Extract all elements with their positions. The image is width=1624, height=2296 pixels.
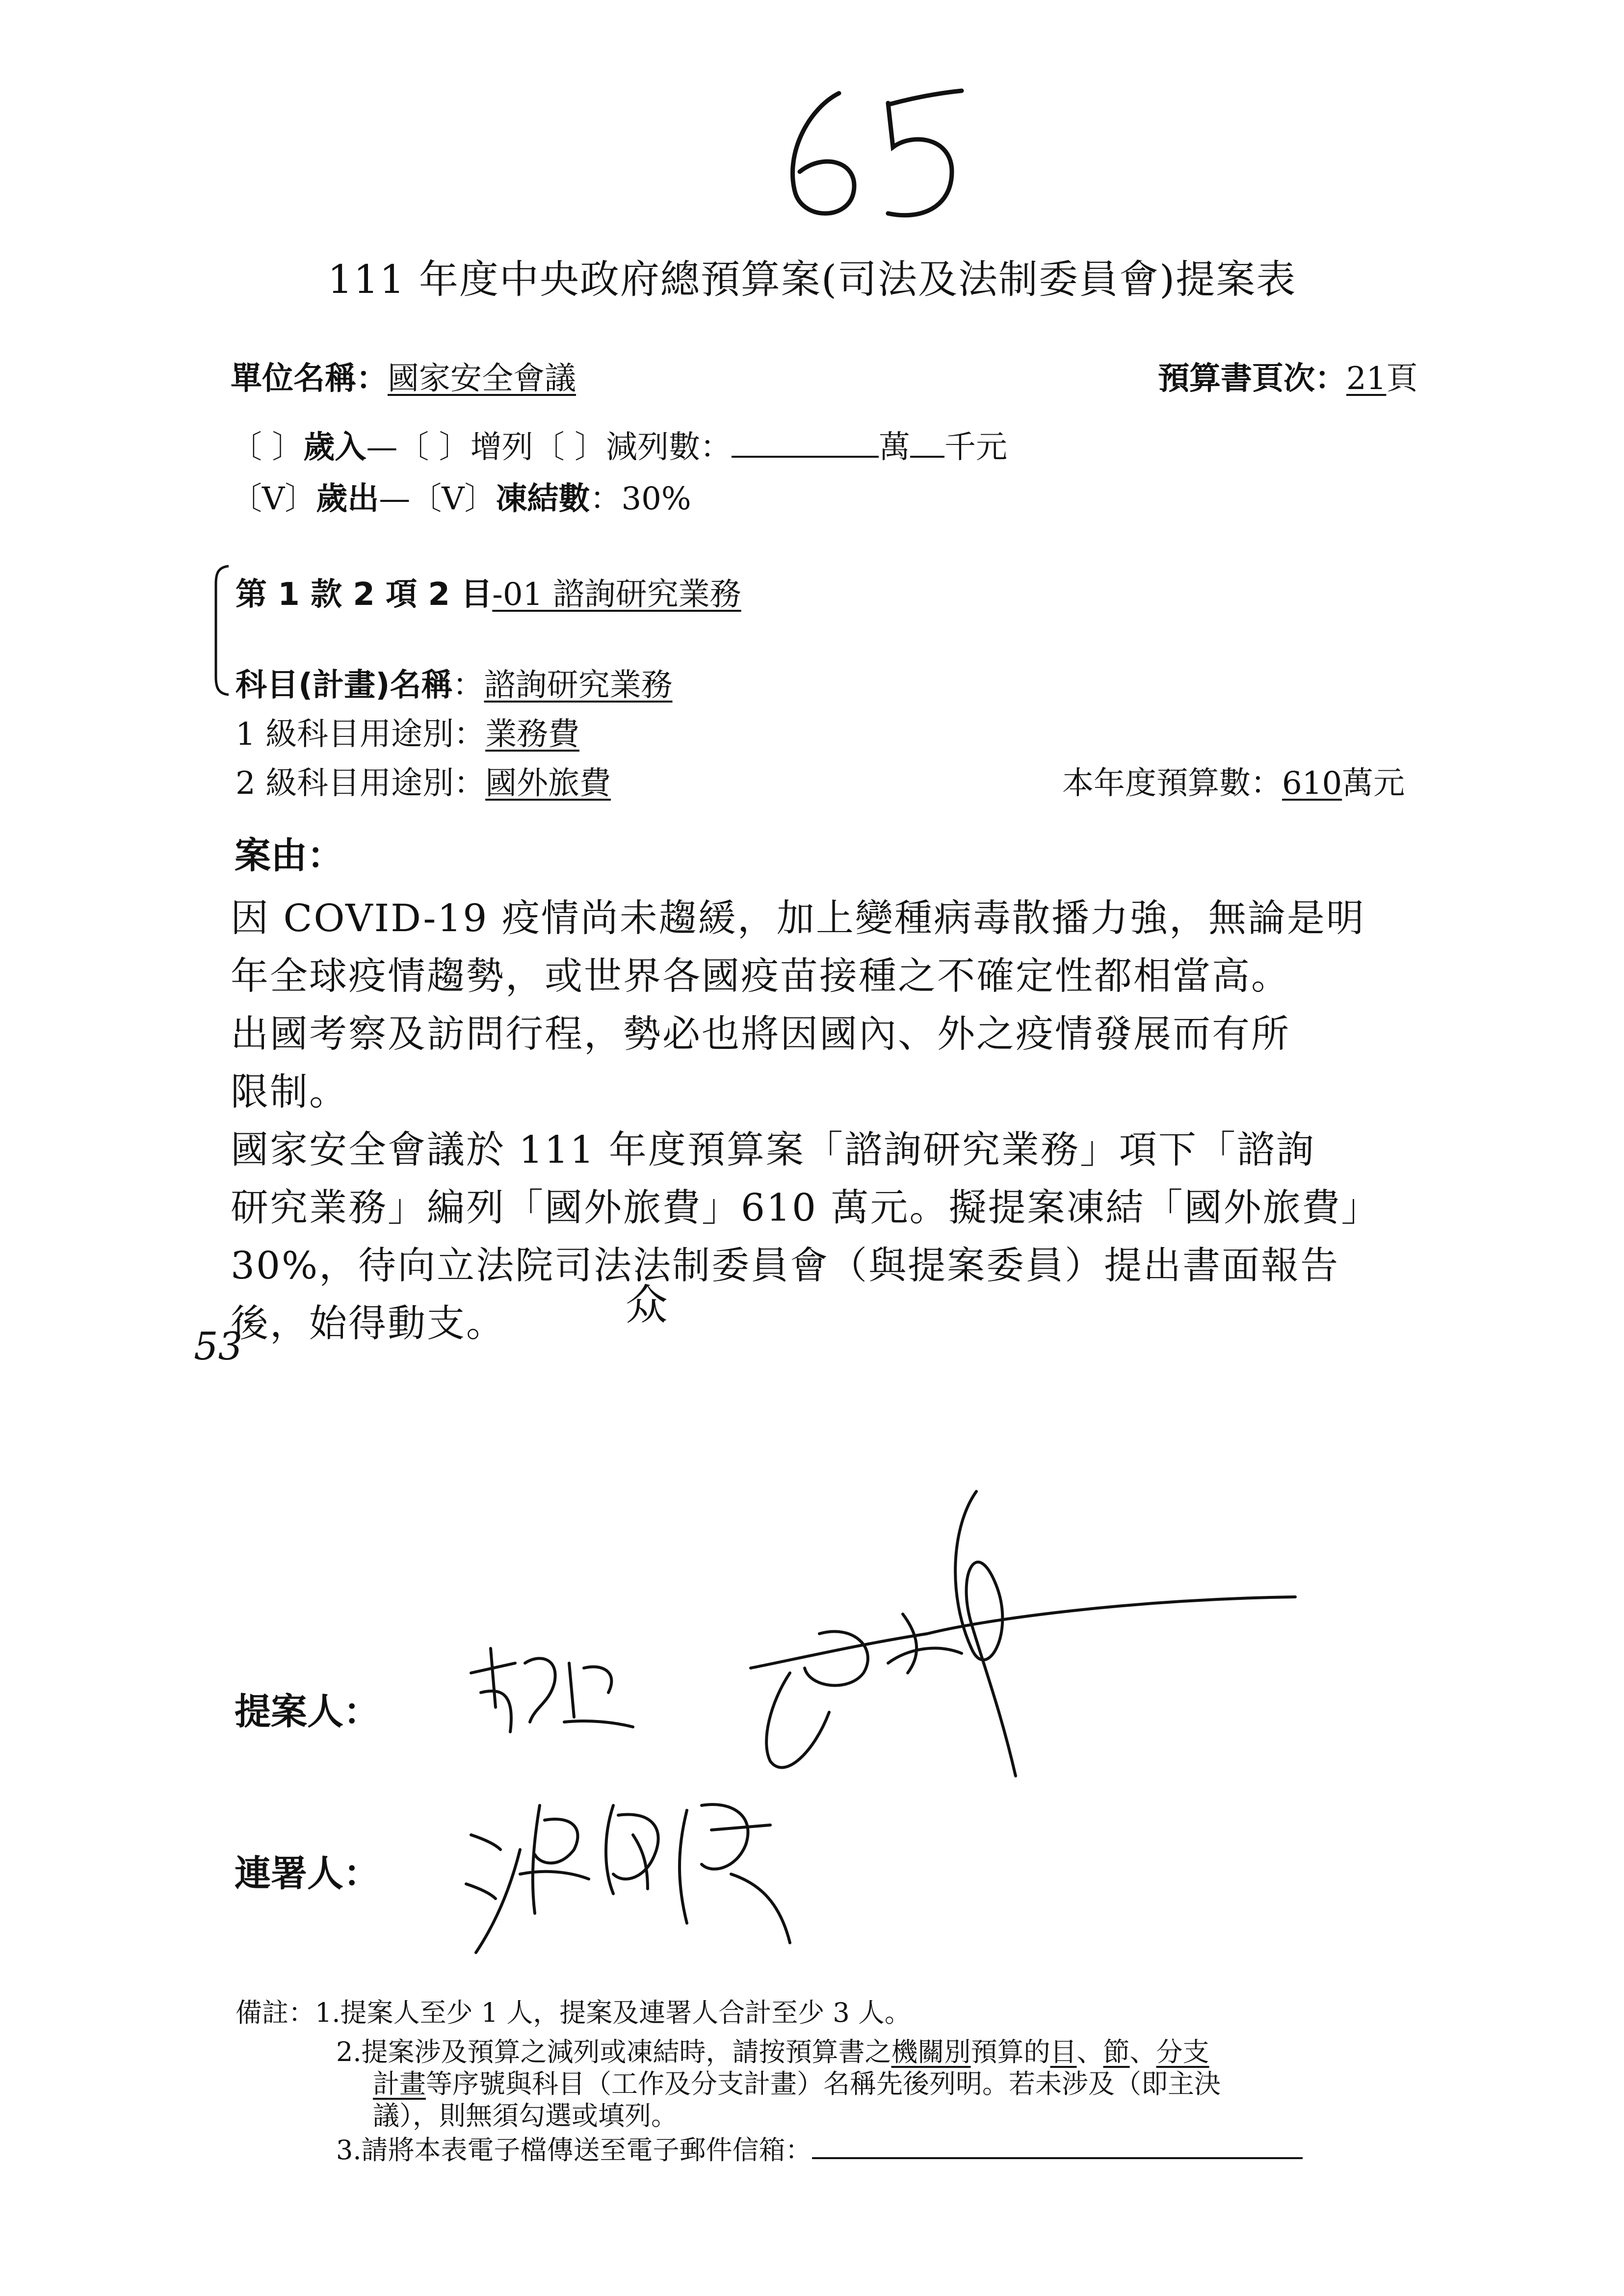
item-code-row (236, 569, 741, 614)
qian-label: 千元 (944, 429, 1008, 466)
note-3: 3.請將本表電子檔傳送至電子郵件信箱： (336, 2135, 812, 2166)
note-2-text-b: 預算的 (970, 2036, 1050, 2067)
freeze-checkbox: 〔V〕 (410, 481, 496, 517)
expense-label: 歲出 (316, 481, 379, 517)
item-code-prefix: 第 1 款 2 項 2 目 (236, 576, 493, 613)
notes-prefix: 備註： (236, 1997, 315, 2028)
note-3-row (336, 2129, 1303, 2167)
program-colon: ： (452, 667, 484, 704)
note-2-mu: 目 (1050, 2036, 1077, 2067)
page-title: 111 年度中央政府總預算案(司法及法制委員會)提案表 (327, 257, 1297, 302)
item-code-suffix: -01 諮詢研究業務 (492, 576, 741, 613)
unit-name-value: 國家安全會議 (388, 361, 576, 397)
note-1: 1.提案人至少 1 人，提案及連署人合計至少 3 人。 (315, 1997, 911, 2028)
level2-label: 2 級科目用途別： (236, 765, 486, 802)
decrease-checkbox: 〔 〕 (533, 429, 606, 466)
note-2-text-c: 等序號與科目（工作及分支計畫）名稱先後列明。若未涉及（即主決 (426, 2068, 1221, 2099)
note-2-text-a: 2.提案涉及預算之減列或凍結時，請按預算書之 (336, 2036, 891, 2067)
expense-checkbox: 〔V〕 (231, 481, 316, 517)
budget-amount-label: 本年度預算數： (1062, 765, 1282, 802)
wan-label: 萬 (879, 429, 911, 466)
freeze-colon: ： (590, 481, 622, 517)
level1-value: 業務費 (485, 716, 580, 753)
handwritten-margin-number: 53 (194, 1325, 243, 1369)
revenue-dash: — (366, 429, 398, 466)
revenue-row (231, 422, 1007, 467)
expense-dash: — (379, 481, 411, 517)
freeze-label: 凍結數 (496, 481, 590, 517)
note-2-sep-2: 、 (1129, 2036, 1156, 2067)
reason-line: 因 COVID-19 疫情尚未趨緩，加上變種病毒散播力強，無論是明 (231, 897, 1365, 940)
cosigner-signature (456, 1776, 829, 1962)
level2-value: 國外旅費 (485, 765, 611, 802)
decrease-label: 減列數： (606, 429, 732, 466)
note-2-agency: 機關別 (891, 2036, 971, 2067)
budget-amount-row (1062, 758, 1405, 803)
qian-blank (910, 430, 944, 458)
level1-label: 1 級科目用途別： (236, 716, 486, 753)
level1-row (236, 709, 579, 754)
reason-line: 後，始得動支。 (231, 1302, 505, 1346)
proposer-label: 提案人： (235, 1691, 380, 1733)
reason-line: 限制。 (231, 1070, 348, 1114)
budget-page-suffix: 頁 (1386, 361, 1418, 397)
program-value: 諮詢研究業務 (484, 667, 673, 704)
note-2-sep-1: 、 (1076, 2036, 1103, 2067)
cosigner-label: 連署人： (235, 1852, 380, 1895)
expense-row (231, 473, 691, 519)
program-row (236, 660, 673, 705)
note-2-fen: 分支 (1156, 2036, 1209, 2067)
proposer-signature-2 (741, 1487, 1300, 1791)
email-blank (812, 2136, 1303, 2159)
reason-line: 研究業務」編列「國外旅費」610 萬元。擬提案凍結「國外旅費」 (231, 1186, 1381, 1230)
note-2-plan: 計畫 (373, 2068, 426, 2099)
reason-line: 30%，待向立法院司法法制委員會（與提案委員）提出書面報告 (231, 1244, 1340, 1288)
unit-name-row (231, 353, 576, 398)
revenue-checkbox: 〔 〕 (231, 429, 304, 466)
reason-line: 國家安全會議於 111 年度預算案「諮詢研究業務」項下「諮詢 (231, 1128, 1315, 1172)
budget-amount-unit: 萬元 (1342, 765, 1405, 802)
budget-amount-value: 610 (1282, 765, 1342, 802)
handwritten-correction-mark: 众 (626, 1280, 668, 1330)
reason-heading: 案由： (235, 835, 343, 877)
budget-page-value: 21 (1346, 361, 1387, 397)
increase-checkbox: 〔 〕 (397, 429, 471, 466)
reason-line: 出國考察及訪問行程，勢必也將因國內、外之疫情發展而有所 (231, 1013, 1290, 1056)
note-2-jie: 節 (1103, 2036, 1130, 2067)
note-1-row (236, 1992, 911, 2030)
revenue-label: 歲入 (303, 429, 367, 466)
reason-line: 年全球疫情趨勢，或世界各國疫苗接種之不確定性都相當高。 (231, 955, 1290, 998)
freeze-value: 30% (621, 481, 691, 517)
note-2-end: 議），則無須勾選或填列。 (373, 2100, 678, 2131)
budget-page-row (1158, 353, 1417, 398)
increase-label: 增列 (470, 429, 533, 466)
program-label: 科目(計畫)名稱 (236, 667, 453, 704)
item-bracket (211, 564, 231, 699)
handwritten-page-number (765, 74, 991, 231)
budget-page-label: 預算書頁次： (1158, 361, 1346, 397)
amount-blank (732, 430, 879, 458)
unit-name-label: 單位名稱： (231, 361, 388, 397)
level2-row (236, 758, 611, 803)
proposer-signature-1 (461, 1634, 638, 1747)
